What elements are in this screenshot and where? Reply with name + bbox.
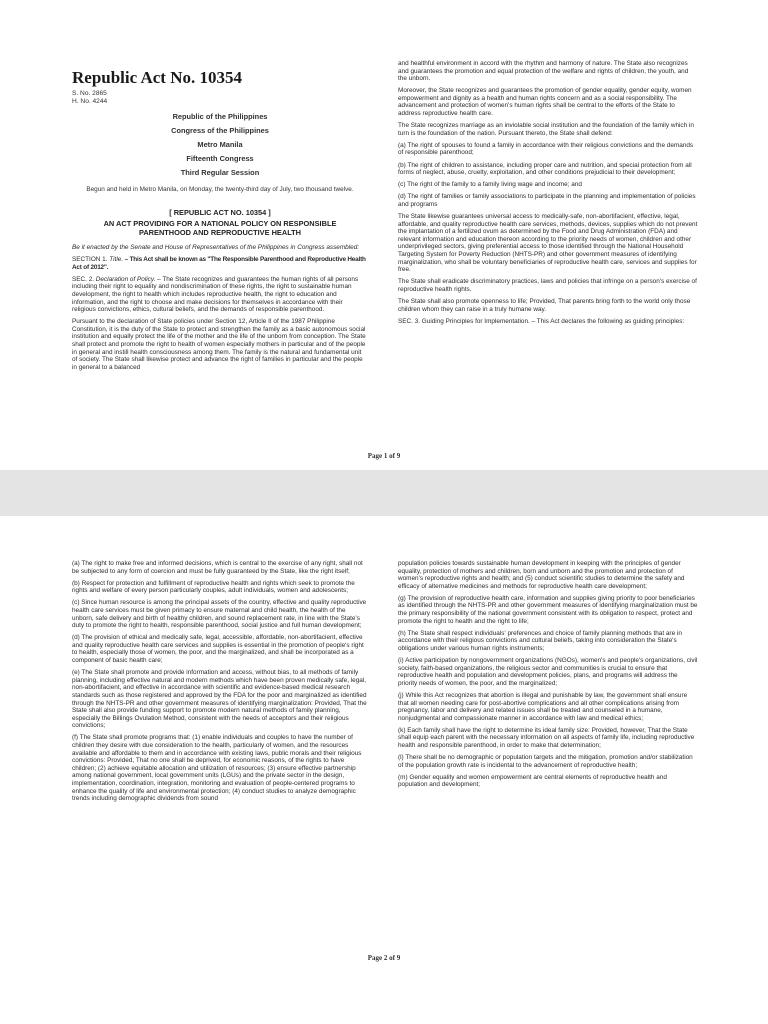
paragraph: (h) The State shall respect individuals' preferences and choice of family planning methods that are in accordance with their religious convictions and cultural beliefs, taking into consideration the State's obligations under various human rights instruments;: [398, 629, 682, 652]
paragraph: (j) While this Act recognizes that abortion is illegal and punishable by law, the government shall ensure that all women needing care for post-abortive complications and all other complications arising from pregnancy, labor and delivery and related issues shall be treated and counseled in a humane, nonjudgmental and compassionate manner in accordance with law and medical ethics;: [398, 691, 688, 722]
section-1: [72, 256, 368, 271]
page1-left-column: [72, 244, 368, 376]
document-page-2: [0, 516, 768, 1024]
header-line: Metro Manila: [197, 140, 243, 149]
paragraph: The State shall also promote openness to life; Provided, That parents bring forth to the world only those children whom they can raise in a truly humane way.: [398, 297, 691, 313]
paragraph: SEC. 3. Guiding Principles for Implementation. – This Act declares the following as guiding principles:: [398, 317, 685, 325]
page-number: Page 2 of 9: [367, 954, 401, 962]
paragraph: (l) There shall be no demographic or population targets and the mitigation, promotion and/or stabilization of the population growth rate is incidental to the advancement of reproductive health;: [398, 754, 693, 769]
senate-bill-number: S. No. 2865: [72, 90, 107, 97]
paragraph: (d) The right of families or family associations to participate in the planning and implementation of policies and programs: [398, 193, 696, 208]
paragraph: (d) The provision of ethical and medically safe, legal, accessible, affordable, non-abortifacient, effective and quality reproductive health care services and supplies is essential in the promotion of people's right to health, especially those of women, the poor, and the marginalized, and shall be incorporated as a component of basic health care;: [72, 634, 364, 665]
section-1-label: SECTION 1.: [72, 256, 110, 264]
page2-left-column: [72, 560, 368, 807]
header-line: Congress of the Philippines: [171, 126, 269, 135]
document-page-1: [0, 0, 768, 470]
paragraph: population policies towards sustainable human development in keeping with the principles of gender equality, protection of mothers and children, born and unborn and the promotion and protection of women's reproductive rights and health; and (5) conduct scientific studies to determine the safety and efficacy of alternative medicines and methods for reproductive health care development;: [398, 560, 685, 590]
header-line: Third Regular Session: [180, 168, 260, 177]
section-2-label: SEC. 2.: [72, 275, 96, 283]
paragraph: Pursuant to the declaration of State policies under Section 12, Article II of the 1987 Philippine Constitution, it is the duty of the State to protect and strengthen the family as a basic autonomous social institution and equally protect the life of the mother and the life of the unborn from conception. The State shall protect and promote the right to health of women especially mothers in particular and of the people in general and instill health consciousness among them. The family is the natural and fundamental unit of society. The State shall likewise protect and advance the right of families in particular and the people in general to a balanced: [72, 318, 366, 371]
bill-numbers: [72, 90, 107, 106]
paragraph: (f) The State shall promote programs that: (1) enable individuals and couples to have the number of children they desire with due consideration to the health, particularly of women, and the resources available and affordable to them and in accordance with existing laws, public morals and their religious convictions: Provided, That no one shall be deprived, for economic reasons, of the rights to have children; (2) achieve equitable allocation and utilization of resources; (3) ensure effective partnership among national government, local government units (LGUs) and the private sector in the design, implementation, coordination, integration, monitoring and evaluation of people-centered programs to enhance the quality of life and environmental protection; (4) conduct studies to analyze demographic trends including demographic dividends from sound: [72, 734, 362, 803]
paragraph: (b) The right of children to assistance, including proper care and nutrition, and special protection from all forms of neglect, abuse, cruelty, exploitation, and other conditions prejudicial to their development;: [398, 161, 692, 177]
congress-header-block: [72, 110, 368, 180]
ra-number-bracket: [ REPUBLIC ACT NO. 10354 ]: [169, 208, 271, 217]
act-full-title: AN ACT PROVIDING FOR A NATIONAL POLICY ON RESPONSIBLE PARENTHOOD AND REPRODUCTIVE HEALTH: [103, 219, 337, 237]
paragraph: (b) Respect for protection and fulfillment of reproductive health and rights which seek to promote the rights and welfare of every person particularly couples, adult individuals, women and adolescents;: [72, 579, 355, 595]
paragraph: (g) The provision of reproductive health care, information and supplies giving priority to poor beneficiaries as identified through the NHTS-PR and other government measures of identifying marginalization must be the primary responsibility of the national government consistent with its obligation to respect, protect and promote the right to health and the right to life;: [398, 594, 698, 625]
section-2: [72, 276, 368, 314]
paragraph: and healthful environment in accord with the rhythm and harmony of nature. The State also recognizes and guarantees the promotion and equal protection of the welfare and rights of children, the youth, and the unborn.: [398, 60, 689, 83]
paragraph: (k) Each family shall have the right to determine its ideal family size: Provided, however, That the State shall equip each parent with the necessary information on all aspects of family life, including reproductive health and responsible parenthood, in order to make that determination;: [398, 726, 695, 749]
header-line: Republic of the Philippines: [172, 112, 268, 121]
page2-right-column: [398, 560, 698, 793]
section-2-heading: Declaration of Policy.: [95, 275, 156, 283]
paragraph: The State likewise guarantees universal access to medically-safe, non-abortifacient, effective, legal, affordable, and quality reproductive health care services, methods, devices, supplies which do not prevent the implantation of a fertilized ovum as determined by the Food and Drug Administration (FDA) and relevant information and education thereon according to the priority needs of women, children and other underprivileged sectors, giving preferential access to those identified through the National Household Targeting System for Poverty Reduction (NHTS-PR) and other government measures of identifying marginalization, who shall be voluntary beneficiaries of reproductive health care, services and supplies for free.: [398, 213, 698, 274]
paragraph: Moreover, the State recognizes and guarantees the promotion of gender equality, gender equity, women empowerment and dignity as a health and human rights concern and as a social responsibility. The advancement and protection of women's human rights shall be central to the efforts of the State to address reproductive health care.: [398, 87, 692, 118]
page-number: Page 1 of 9: [367, 452, 401, 460]
act-title-heading: Republic Act No. 10354: [72, 68, 242, 87]
enacting-clause: Be it enacted by the Senate and House of Representatives of the Philippines in Congress assembled:: [72, 244, 360, 251]
paragraph: The State recognizes marriage as an inviolable social institution and the foundation of the family which in turn is the foundation of the nation. Pursuant thereto, the State shall defend:: [398, 122, 694, 137]
house-bill-number: H. No. 4244: [72, 98, 108, 105]
paragraph: (m) Gender equality and women empowerment are central elements of reproductive health and population and development;: [398, 773, 667, 789]
paragraph: (a) The right of spouses to found a family in accordance with their religious convictions and the demands of responsible parenthood;: [398, 141, 694, 157]
header-line: Fifteenth Congress: [186, 154, 254, 163]
paragraph: (e) The State shall promote and provide information and access, without bias, to all methods of family planning, including effective natural and modern methods which have been proven medically safe, legal, non-abortifacient, and effective in accordance with scientific and evidence-based medical research standards such as those registered and approved by the FDA for the poor and marginalized as identified through the NHTS-PR and other government measures of identifying marginalization: Provided, That the State shall also provide funding support to promote modern natural methods of family planning, especially the Billings Ovulation Method, consistent with the needs of acceptors and their religious convictions;: [72, 669, 367, 730]
paragraph: (i) Active participation by nongovernment organizations (NGOs), women's and people's organizations, civil society, faith-based organizations, the religious sector and communities is crucial to ensure that reproductive health and population and development policies, plans, and programs will address the priority needs of women, the poor, and the marginalized;: [398, 657, 698, 687]
paragraph: (a) The right to make free and informed decisions, which is central to the exercise of any right, shall not be subjected to any form of coercion and must be fully guaranteed by the State, like the right itself;: [72, 560, 363, 575]
page1-right-column: [398, 60, 698, 330]
paragraph: (c) The right of the family to a family living wage and income; and: [398, 181, 582, 189]
session-date: Begun and held in Metro Manila, on Monday, the twenty-third day of July, two thousand twelve.: [86, 186, 354, 193]
paragraph: The State shall eradicate discriminatory practices, laws and policies that infringe on a person's exercise of reproductive health rights.: [398, 278, 697, 293]
section-1-text: – This Act shall be known as "The Responsible Parenthood and Reproductive Health Act of 2012".: [72, 256, 366, 271]
section-2-text: – The State recognizes and guarantees the human rights of all persons including their right to equality and nondiscrimination of these rights, the right to sustainable human development, the right to health which includes reproductive health, the right to education and information, and the right to choose and make decisions for themselves in accordance with their religious convictions, ethics, cultural beliefs, and the demands of responsible parenthood.: [72, 275, 359, 314]
paragraph: (c) Since human resource is among the principal assets of the country, effective and quality reproductive health care services must be given primacy to ensure maternal and child health, the health of the unborn, safe delivery and birth of healthy children, and sound replacement rate, in line with the State's duty to promote the right to health, responsible parenthood, social justice and full human development;: [72, 599, 367, 630]
section-1-heading: Title.: [109, 256, 124, 264]
